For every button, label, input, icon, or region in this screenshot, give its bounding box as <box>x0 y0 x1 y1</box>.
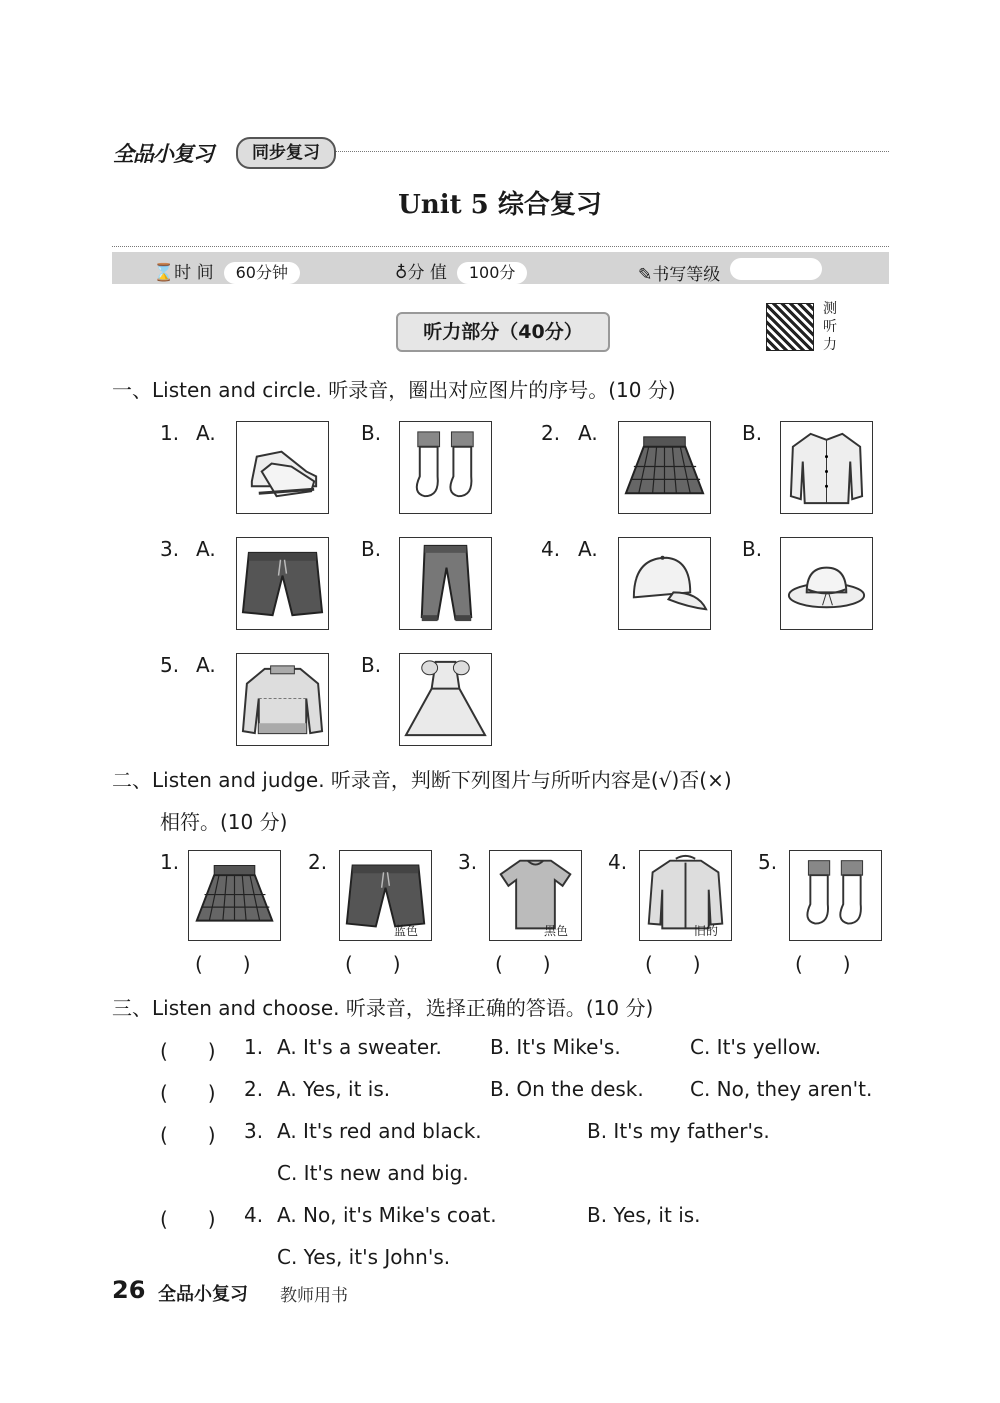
black-color-label: 黑色 <box>544 924 569 938</box>
q3-item-2-answer[interactable]: ( ) <box>160 1081 216 1105</box>
q2-item-3-num: 3. <box>458 850 478 874</box>
qr-label: 测听力 <box>823 301 837 353</box>
listening-section-badge: 听力部分（40分） <box>396 312 610 352</box>
sync-review-tag: 同步复习 <box>236 137 336 169</box>
header-divider <box>336 151 889 152</box>
sweater-picture[interactable] <box>236 653 329 746</box>
skirt-picture <box>188 850 281 941</box>
q1-item-5-num: 5. <box>160 653 180 677</box>
jacket-picture <box>639 850 732 941</box>
q1-item-4-option-b[interactable]: B. <box>742 537 763 561</box>
skirt-picture[interactable] <box>618 421 711 514</box>
q3-item-2-num: 2. <box>244 1077 264 1101</box>
q2-item-2-answer[interactable]: ( ) <box>345 952 401 976</box>
q3-item-4-option-a[interactable]: A. No, it's Mike's coat. <box>277 1203 497 1227</box>
q3-heading: 三、Listen and choose. 听录音，选择正确的答语。(10 分) <box>112 996 654 1020</box>
q2-item-3-answer[interactable]: ( ) <box>495 952 551 976</box>
q1-item-3-option-a[interactable]: A. <box>196 537 216 561</box>
q3-item-4-option-b[interactable]: B. Yes, it is. <box>587 1203 701 1227</box>
q1-item-1-num: 1. <box>160 421 180 445</box>
q3-item-2-option-c[interactable]: C. No, they aren't. <box>690 1077 873 1101</box>
q3-item-1-option-a[interactable]: A. It's a sweater. <box>277 1035 442 1059</box>
brand-logo: 全品小复习 <box>113 142 213 166</box>
score-value: 100分 <box>457 262 528 284</box>
socks-picture[interactable] <box>399 421 492 514</box>
pencil-icon: ✎ <box>638 265 653 285</box>
q3-item-1-option-c[interactable]: C. It's yellow. <box>690 1035 822 1059</box>
q3-item-3-option-c[interactable]: C. It's new and big. <box>277 1161 469 1185</box>
q1-item-5-option-a[interactable]: A. <box>196 653 216 677</box>
socks-picture <box>789 850 882 941</box>
q3-item-4-num: 4. <box>244 1203 264 1227</box>
time-label: 时 间 <box>174 263 214 283</box>
time-value: 60分钟 <box>224 262 300 284</box>
q2-heading-cont: 相符。(10 分) <box>160 810 288 834</box>
q2-item-1-answer[interactable]: ( ) <box>195 952 251 976</box>
footer-subtitle: 教师用书 <box>280 1286 348 1306</box>
q1-item-2-num: 2. <box>541 421 561 445</box>
q2-heading: 二、Listen and judge. 听录音，判断下列图片与所听内容是(√)否(×) <box>112 768 732 792</box>
q3-item-4-answer[interactable]: ( ) <box>160 1207 216 1231</box>
q1-item-5-option-b[interactable]: B. <box>361 653 382 677</box>
q1-item-1-option-a[interactable]: A. <box>196 421 216 445</box>
q3-item-2-option-a[interactable]: A. Yes, it is. <box>277 1077 391 1101</box>
pants-picture[interactable] <box>399 537 492 630</box>
footer-brand: 全品小复习 <box>158 1284 248 1305</box>
score-label: 分 值 <box>407 263 447 283</box>
old-label: 旧的 <box>694 924 719 938</box>
q1-item-3-num: 3. <box>160 537 180 561</box>
q3-item-4-option-c[interactable]: C. Yes, it's John's. <box>277 1245 451 1269</box>
grade-info <box>638 258 822 285</box>
q2-item-4-num: 4. <box>608 850 628 874</box>
cap-picture[interactable] <box>618 537 711 630</box>
q1-item-1-option-b[interactable]: B. <box>361 421 382 445</box>
q1-item-4-num: 4. <box>541 537 561 561</box>
q3-item-3-answer[interactable]: ( ) <box>160 1123 216 1147</box>
blue-color-label: 蓝色 <box>394 924 419 938</box>
qr-code-icon[interactable] <box>766 303 814 351</box>
q2-item-5-num: 5. <box>758 850 778 874</box>
page-number: 26 <box>112 1276 146 1304</box>
sneakers-picture[interactable] <box>236 421 329 514</box>
shorts-picture[interactable] <box>236 537 329 630</box>
q2-item-1-num: 1. <box>160 850 180 874</box>
q1-item-2-option-a[interactable]: A. <box>578 421 598 445</box>
hat-picture[interactable] <box>780 537 873 630</box>
hourglass-icon: ⌛ <box>153 263 175 283</box>
medal-icon: ♁ <box>395 263 408 283</box>
title-divider <box>112 246 889 247</box>
shorts-picture <box>339 850 432 941</box>
q1-item-3-option-b[interactable]: B. <box>361 537 382 561</box>
grade-label: 书写等级 <box>652 265 721 285</box>
q1-item-2-option-b[interactable]: B. <box>742 421 763 445</box>
q3-item-1-num: 1. <box>244 1035 264 1059</box>
tshirt-picture <box>489 850 582 941</box>
q3-item-3-option-b[interactable]: B. It's my father's. <box>587 1119 770 1143</box>
time-info <box>153 258 300 284</box>
q2-item-5-answer[interactable]: ( ) <box>795 952 851 976</box>
q2-item-2-num: 2. <box>308 850 328 874</box>
q1-item-4-option-a[interactable]: A. <box>578 537 598 561</box>
dress-picture[interactable] <box>399 653 492 746</box>
grade-field[interactable] <box>730 258 822 280</box>
q1-heading: 一、Listen and circle. 听录音，圈出对应图片的序号。(10 分) <box>112 378 676 402</box>
score-info <box>395 258 527 284</box>
q3-item-1-answer[interactable]: ( ) <box>160 1039 216 1063</box>
q2-item-4-answer[interactable]: ( ) <box>645 952 701 976</box>
q3-item-3-option-a[interactable]: A. It's red and black. <box>277 1119 482 1143</box>
page-title: Unit 5 综合复习 <box>398 190 602 220</box>
q3-item-3-num: 3. <box>244 1119 264 1143</box>
q3-item-1-option-b[interactable]: B. It's Mike's. <box>490 1035 621 1059</box>
shirt-picture[interactable] <box>780 421 873 514</box>
q3-item-2-option-b[interactable]: B. On the desk. <box>490 1077 644 1101</box>
